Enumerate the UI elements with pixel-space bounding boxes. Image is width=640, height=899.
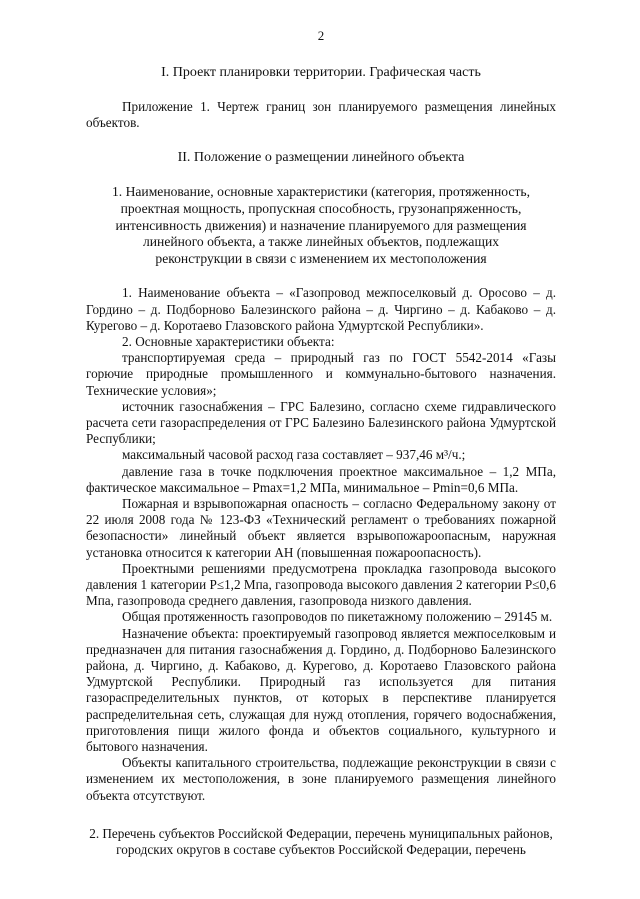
paragraph-transported-medium: транспортируемая среда – природный газ по ГОСТ 5542-2014 «Газы горючие природные промышленного и коммунально-бытового назначения. Технические условия»;	[86, 350, 556, 398]
paragraph-characteristics-heading: 2. Основные характеристики объекта:	[122, 333, 335, 349]
subsection-1-title: 1. Наименование, основные характеристики (категория, протяженность, проектная мощность, пропускная способность, грузонапряженность, интенсивность движения) и назначение планируемого для размещения линейного объекта, а также линейных объектов, подлежащих реконструкции в связи с изменением их местоположения	[111, 184, 530, 266]
paragraph-max-hourly-flow: максимальный часовой расход газа составляет – 937,46 м³/ч.;	[122, 447, 466, 463]
appendix-1-line: Приложение 1. Чертеж границ зон планируемого размещения линейных объектов.	[86, 99, 556, 131]
paragraph-object-name: 1. Наименование объекта – «Газопровод межпоселковый д. Оросово – д. Гордино – д. Подборново Балезинского района – д. Чиргино – д. Кабаково – д. Курегово – д. Коротаево Глазовского района Удмуртской Республики».	[86, 285, 556, 333]
paragraph-object-purpose: Назначение объекта: проектируемый газопровод является межпоселковым и предназначен для питания газоснабжения д. Гордино, д. Подборново Балезинского района, д. Чиргино, д. Кабаково, д. Курегово, д. Коротаево Глазовского района Удмуртской Республики. Природный газ используется для питания газораспределительных пунктов, от которых в перспективе планируется распределительная сеть, служащая для нужд отопления, горячего водоснабжения, приготовления пищи жилого фонда и объектов социального, культурного и бытового назначения.	[86, 625, 556, 755]
page-number: 2	[317, 28, 325, 43]
paragraph-design-solutions: Проектными решениями предусмотрена прокладка газопровода высокого давления 1 категории P≤1,2 Мпа, газопровода высокого давления 2 категории P≤0,6 Мпа, газопровода среднего давления, газопровода низкого давления.	[86, 560, 556, 609]
section-1-title: I. Проект планировки территории. Графическая часть	[161, 65, 481, 80]
paragraph-reconstruction: Объекты капитального строительства, подлежащие реконструкции в связи с изменением их местоположения, в зоне планируемого размещения линейного объекта отсутствуют.	[86, 755, 556, 803]
paragraph-gas-source: источник газоснабжения – ГРС Балезино, согласно схеме гидравлического расчета сети газораспределения от ГРС Балезино Балезинского района Удмуртской Республики;	[86, 398, 556, 447]
paragraph-fire-hazard: Пожарная и взрывопожарная опасность – согласно Федеральному закону от 22 июля 2008 года № 123-ФЗ «Технический регламент о требованиях пожарной безопасности» линейный объект является взрывопожароопасным, наружная установка относится к категории АН (повышенная пожароопасность).	[86, 496, 556, 560]
paragraph-total-length: Общая протяженность газопроводов по пикетажному положению – 29145 м.	[122, 609, 553, 625]
body-paragraphs	[86, 285, 556, 804]
section-2-title: II. Положение о размещении линейного объекта	[177, 150, 465, 166]
paragraph-gas-pressure: давление газа в точке подключения проектное максимальное – 1,2 МПа, фактическое максимальное – Pmax=1,2 МПа, минимальное – Pmin=0,6 МПа.	[86, 463, 556, 495]
subsection-2-title: 2. Перечень субъектов Российской Федерации, перечень муниципальных районов, городских округов в составе субъектов Российской Федерации, перечень	[89, 825, 553, 858]
